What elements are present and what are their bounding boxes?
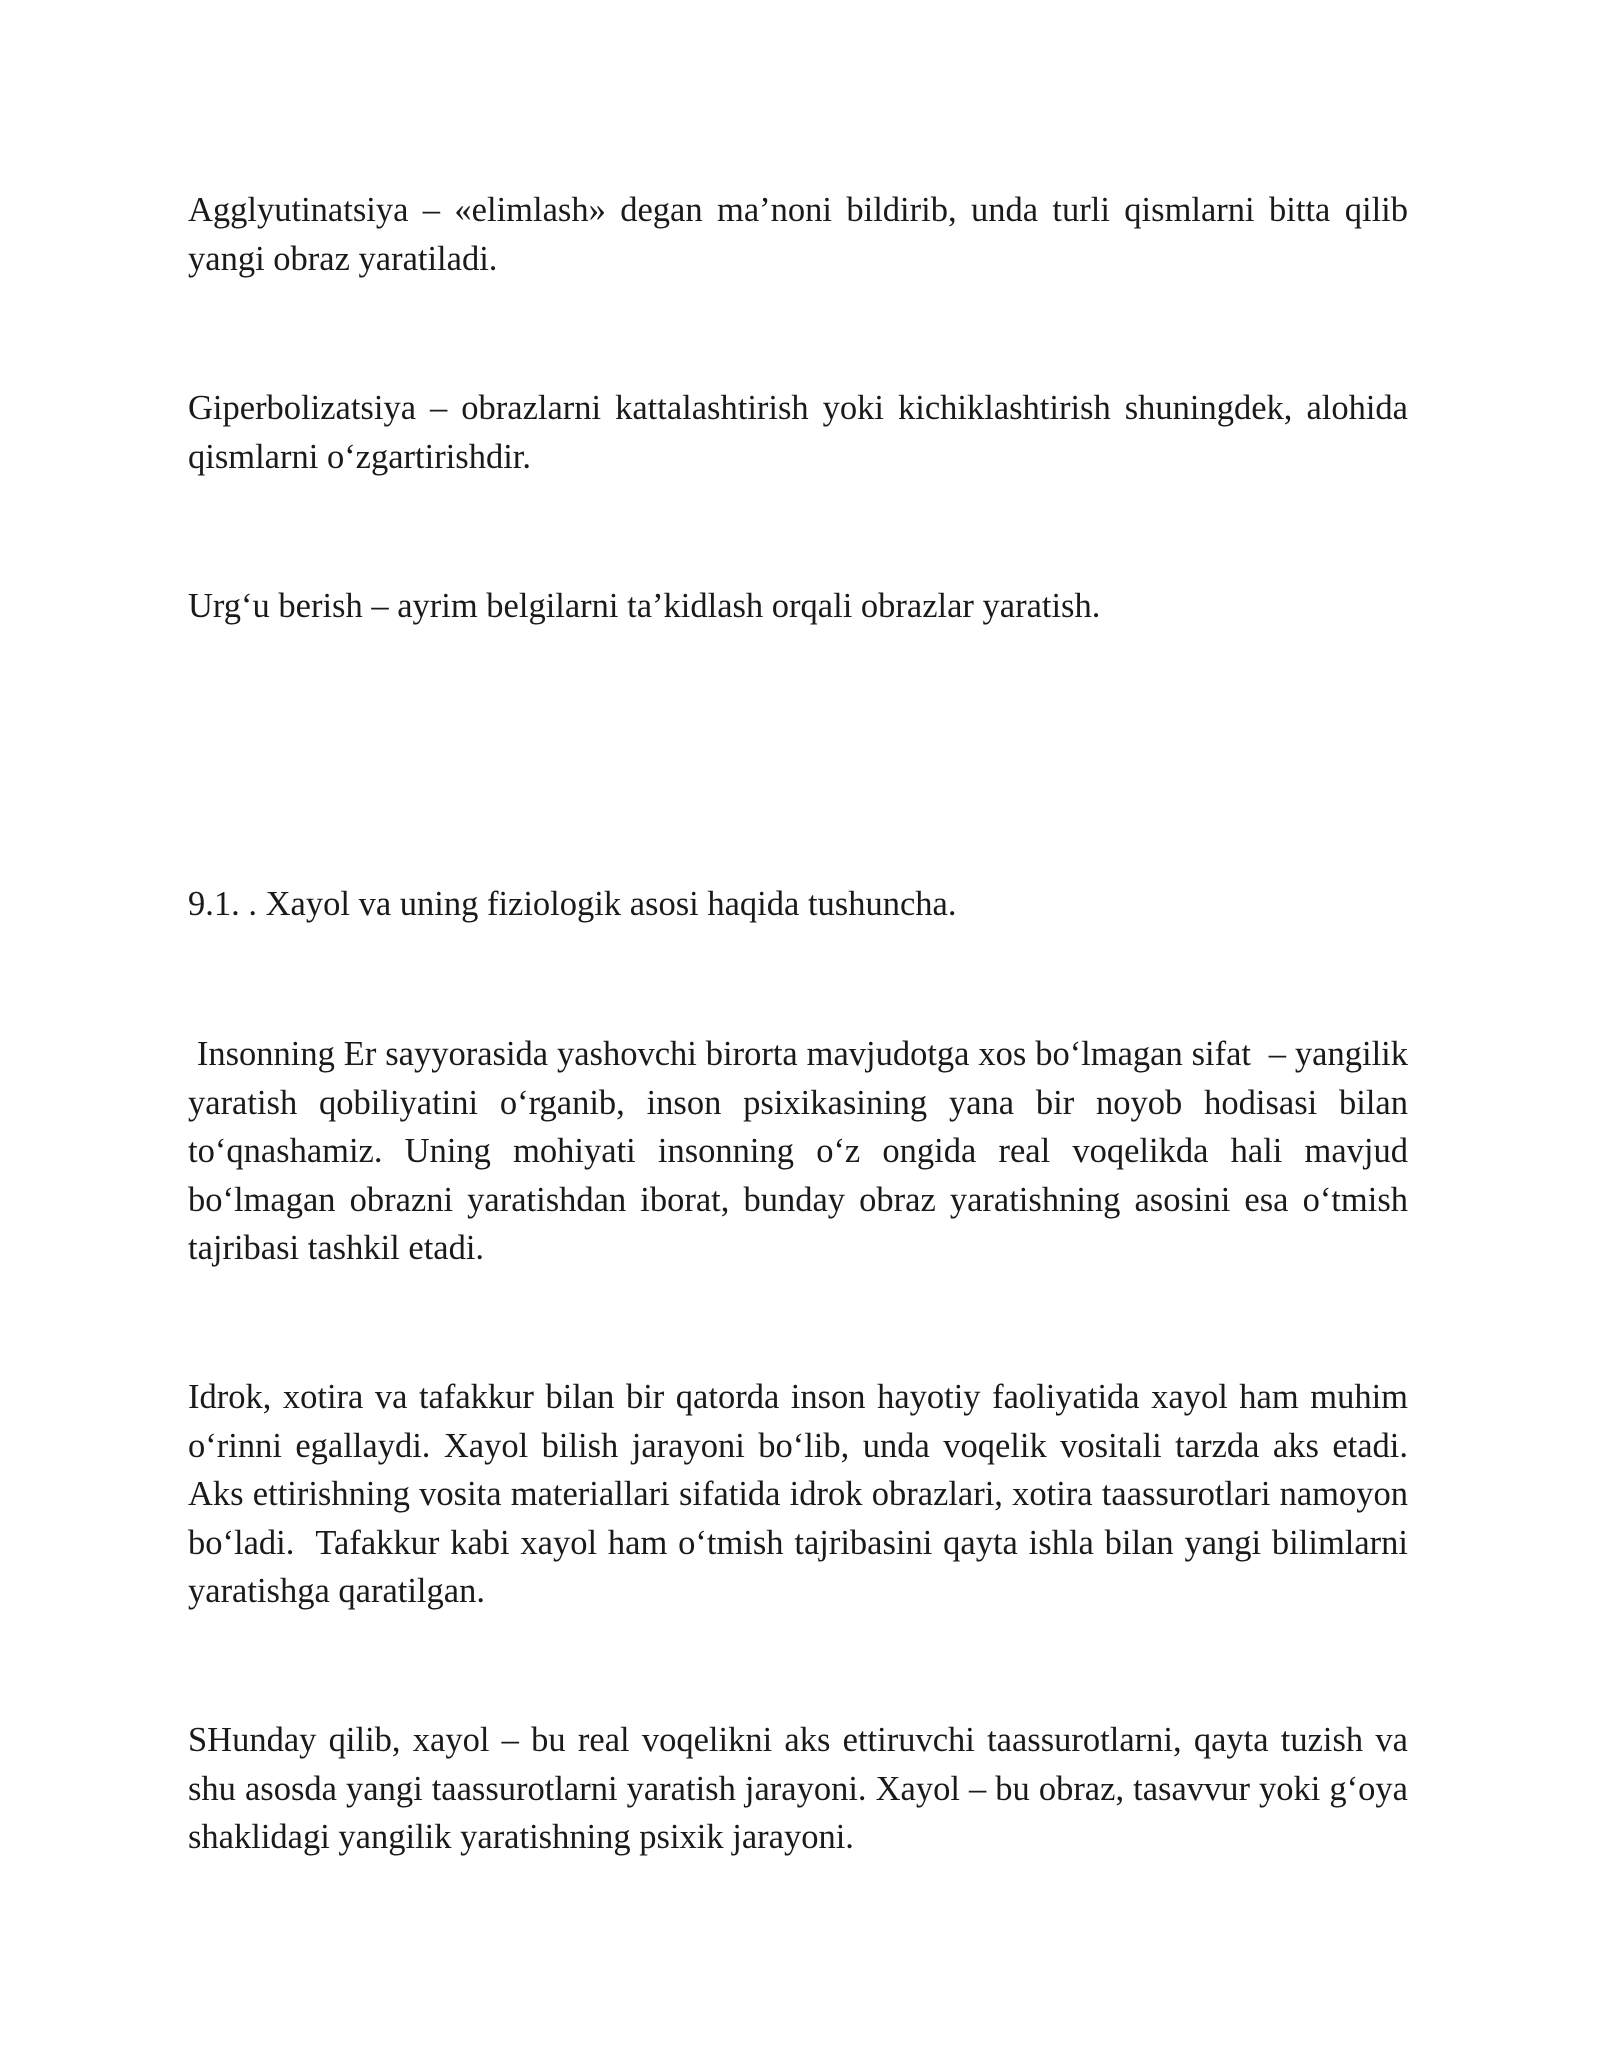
paragraph-xayol-definition: SHunday qilib, xayol – bu real voqelikni aks ettiruvchi taassurotlarni, qayta tuzish va shu asosda yangi taassurotlarni yaratish jarayoni. Xayol – bu obraz, tasavvur yoki g‘oya shaklidagi yangilik yaratishning psixik jarayoni.: [188, 1721, 1417, 1856]
paragraph-giperbolizatsiya: Giperbolizatsiya – obrazlarni kattalashtirish yoki kichiklashtirish shuningdek, alohida qismlarni o‘zgartirishdir.: [188, 389, 1417, 476]
section-heading: 9.1. . Xayol va uning fiziologik asosi haqida tushuncha.: [188, 885, 957, 923]
paragraph-yangilik-yaratish: Insonning Er sayyorasida yashovchi birorta mavjudotga xos bo‘lmagan sifat – yangilik yaratish qobiliyatini o‘rganib, inson psixikasining yana bir noyob hodisasi bilan to‘qnashamiz. Uning mohiyati insonning o‘z ongida real voqelikda hali mavjud bo‘lmagan obrazni yaratishdan iborat, bunday obraz yaratishning asosini esa o‘tmish tajribasi tashkil etadi.: [188, 1035, 1417, 1267]
paragraph-idrok-xotira: Idrok, xotira va tafakkur bilan bir qatorda inson hayotiy faoliyatida xayol ham muhim o‘rinni egallaydi. Xayol bilish jarayoni bo‘lib, unda voqelik vositali tarzda aks etadi. Aks ettirishning vosita materiallari sifatida idrok obrazlari, xotira taassurotlari namoyon bo‘ladi. Tafakkur kabi xayol ham o‘tmish tajribasini qayta ishla bilan yangi bilimlarni yaratishga qaratilgan.: [188, 1378, 1417, 1610]
paragraph-urgu-berish: Urg‘u berish – ayrim belgilarni ta’kidlash orqali obrazlar yaratish.: [188, 587, 1101, 625]
paragraph-agglyutinatsiya: Agglyutinatsiya – «elimlash» degan ma’noni bildirib, unda turli qismlarni bitta qilib yangi obraz yaratiladi.: [188, 191, 1417, 278]
